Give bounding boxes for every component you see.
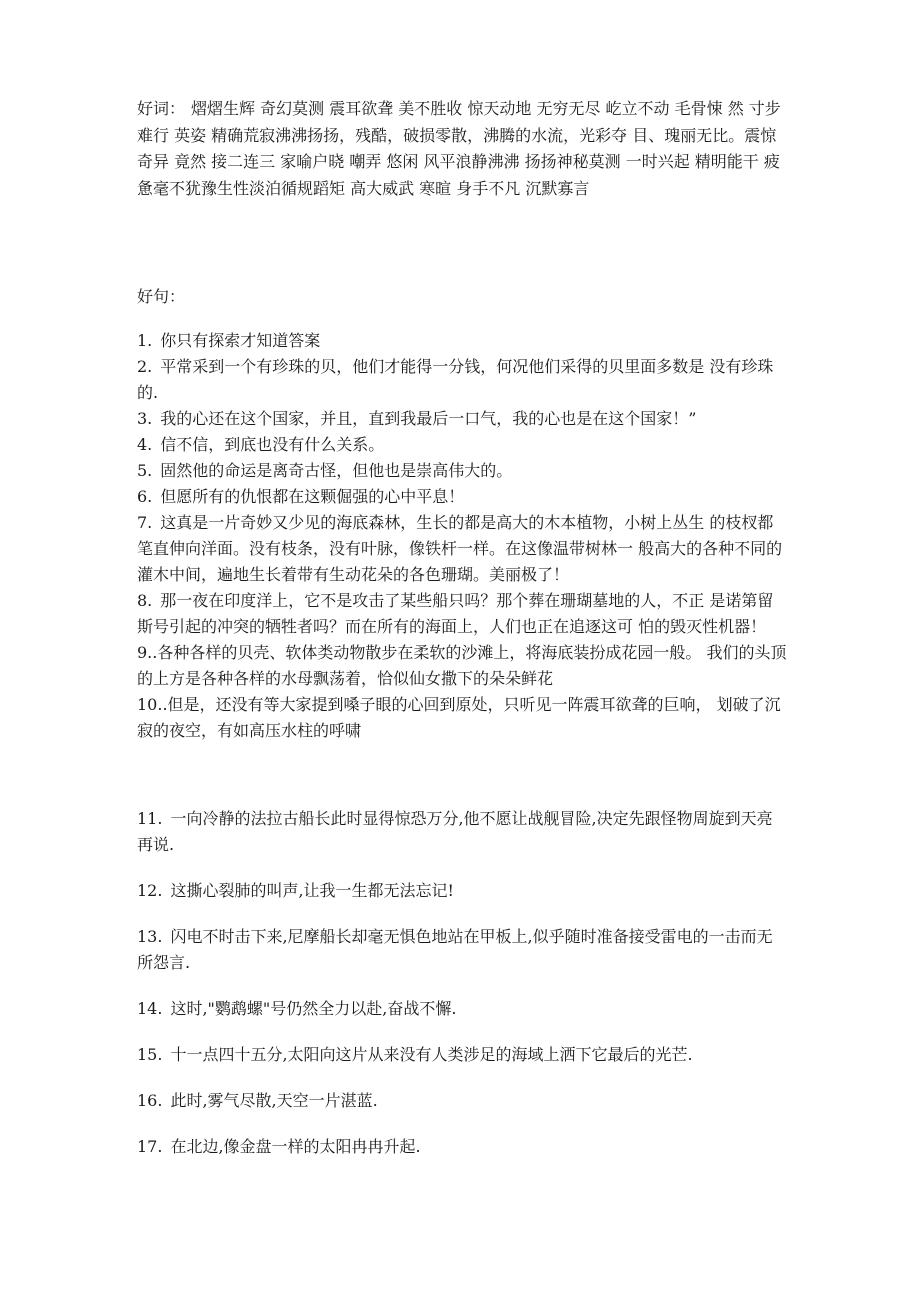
sentence-item xyxy=(137,484,787,510)
sentence-text: 各种各样的贝壳、软体类动物散步在柔软的沙滩上，将海底装扮成花园一般。 我们的头顶的上方是各种各样的水母飘荡着，恰似仙女撒下的朵朵鲜花 xyxy=(137,643,787,688)
sentence-text: 但愿所有的仇恨都在这颗倔强的心中平息！ xyxy=(160,487,465,506)
sentence-text: 平常采到一个有珍珠的贝，他们才能得一分钱，何况他们采得的贝里面多数是 没有珍珠的. xyxy=(137,357,774,402)
sentence-number: 13. xyxy=(137,927,163,946)
sentence-item xyxy=(137,924,787,976)
sentence-number: 10.. xyxy=(137,695,168,714)
sentence-text: 这撕心裂肺的叫声,让我一生都无法忘记! xyxy=(170,881,454,900)
sentence-number: 1. xyxy=(137,331,153,350)
sentence-text: 一向冷静的法拉古船长此时显得惊恐万分,他不愿让战舰冒险,决定先跟怪物周旋到天亮再说. xyxy=(137,809,773,854)
sentence-item xyxy=(137,328,787,354)
sentence-number: 7. xyxy=(137,513,153,532)
sentence-number: 12. xyxy=(137,881,163,900)
sentence-text: 我的心还在这个国家，并且，直到我最后一口气，我的心也是在这个国家！” xyxy=(160,409,697,428)
sentence-number: 3. xyxy=(137,409,153,428)
sentence-item xyxy=(137,1088,787,1114)
sentence-item xyxy=(137,354,787,406)
sentence-number: 4. xyxy=(137,435,153,454)
sentence-item xyxy=(137,432,787,458)
good-sentences-label: 好句： xyxy=(137,287,186,306)
sentence-number: 11. xyxy=(137,809,163,828)
sentence-list-b xyxy=(137,806,787,1180)
sentence-item xyxy=(137,878,787,904)
sentence-text: 但是，还没有等大家提到嗓子眼的心回到原处，只听见一阵震耳欲聋的巨响， 划破了沉寂的夜空，有如高压水柱的呼啸 xyxy=(137,695,781,740)
good-words-text: 熠熠生辉 奇幻莫测 震耳欲聋 美不胜收 惊天动地 无穷无尽 屹立不动 毛骨悚 然 寸步难行 英姿 精确荒寂沸沸扬扬，残酷，破损零散，沸腾的水流，光彩夺 目、瑰丽无比。震惊 奇异 竟然 接二连三 家喻户晓 嘲弄 悠闲 风平浪静沸沸 扬扬神秘莫测 一时兴起 精明能干 疲惫毫不犹豫生性淡泊循规蹈矩 高大威武 寒暄 身手不凡 沉默寡言 xyxy=(137,99,781,198)
sentence-text: 闪电不时击下来,尼摩船长却毫无惧色地站在甲板上,似乎随时准备接受雷电的一击而无所怨言. xyxy=(137,927,773,972)
sentence-number: 6. xyxy=(137,487,153,506)
sentence-number: 2. xyxy=(137,357,153,376)
sentence-list-a xyxy=(137,328,787,744)
sentence-text: 这时,"鹦鹉螺"号仍然全力以赴,奋战不懈. xyxy=(170,999,457,1018)
sentence-text: 信不信，到底也没有什么关系。 xyxy=(160,435,385,454)
sentence-text: 那一夜在印度洋上，它不是攻击了某些船只吗？那个葬在珊瑚墓地的人，不正 是诺第留斯号引起的冲突的牺牲者吗？而在所有的海面上，人们也正在追逐这可 怕的毁灭性机器！ xyxy=(137,591,774,636)
sentence-item xyxy=(137,406,787,432)
sentence-number: 8. xyxy=(137,591,153,610)
sentence-item xyxy=(137,1134,787,1160)
sentence-item xyxy=(137,458,787,484)
sentence-number: 16. xyxy=(137,1091,163,1110)
sentence-item xyxy=(137,640,787,692)
sentence-number: 14. xyxy=(137,999,163,1018)
good-words-paragraph xyxy=(137,96,787,202)
sentence-text: 这真是一片奇妙又少见的海底森林，生长的都是高大的木本植物，小树上丛生 的枝杈都笔直伸向洋面。没有枝条，没有叶脉，像铁杆一样。在这像温带树林一 般高大的各种不同的灌木中间，遍地生长着带有生动花朵的各色珊瑚。美丽极了！ xyxy=(137,513,783,584)
sentence-number: 17. xyxy=(137,1137,163,1156)
sentence-number: 5. xyxy=(137,461,153,480)
sentence-item xyxy=(137,996,787,1022)
sentence-item xyxy=(137,588,787,640)
sentence-text: 十一点四十五分,太阳向这片从来没有人类涉足的海域上洒下它最后的光芒. xyxy=(170,1045,693,1064)
sentence-text: 固然他的命运是离奇古怪，但他也是崇高伟大的。 xyxy=(160,461,513,480)
sentence-item xyxy=(137,692,787,744)
sentence-number: 15. xyxy=(137,1045,163,1064)
sentence-text: 在北边,像金盘一样的太阳冉冉升起. xyxy=(170,1137,421,1156)
sentence-text: 此时,雾气尽散,天空一片湛蓝. xyxy=(170,1091,378,1110)
sentence-item xyxy=(137,806,787,858)
sentence-item xyxy=(137,1042,787,1068)
sentence-number: 9.. xyxy=(137,643,158,662)
sentence-text: 你只有探索才知道答案 xyxy=(160,331,321,350)
sentence-item xyxy=(137,510,787,588)
good-words-label: 好词： xyxy=(137,99,186,118)
